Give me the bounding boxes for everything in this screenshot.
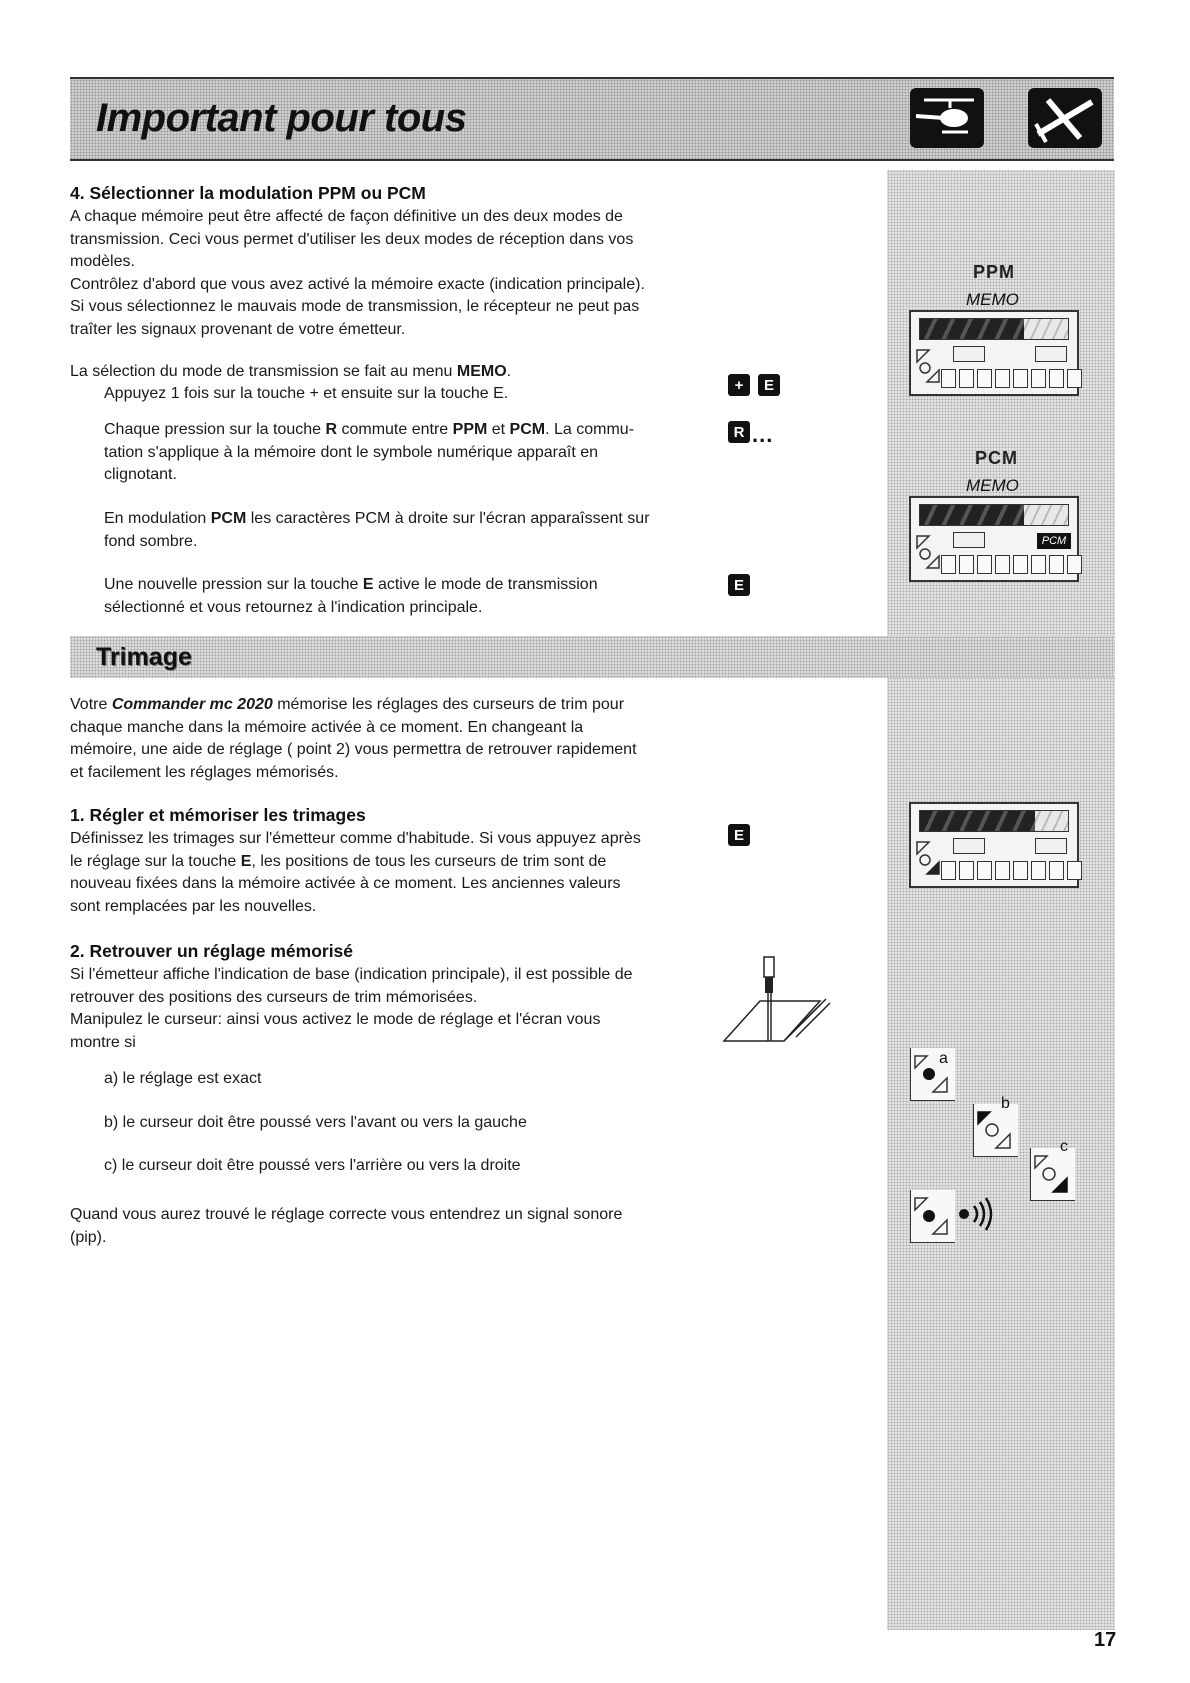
indicator-c-icon	[1030, 1148, 1075, 1201]
step-press-keys: Appuyez 1 fois sur la touche + et ensuite sur la touche E.	[104, 385, 509, 402]
e-key-icon: E	[758, 374, 780, 396]
sub2-body: Si l'émetteur affiche l'indication de base (indication principale), il est possible de retrouver des positions des curseurs de trim mémorisées. Manipulez le curseur: ainsi vous activez le mode de réglage et l'écran vous montre si	[70, 966, 633, 1051]
pcm-lcd-display	[909, 496, 1079, 582]
page-title: Important pour tous	[96, 96, 467, 140]
indicator-a-label: a	[939, 1050, 948, 1067]
trim-lcd-display	[909, 802, 1079, 888]
indicator-a-icon	[910, 1048, 955, 1101]
intro-line: transmission. Ceci vous permet d'utiliser les deux modes de réception dans vos	[70, 230, 634, 248]
page-number: 17	[1094, 1629, 1117, 1651]
trimage-intro: Votre Commander mc 2020 mémorise les réglages des curseurs de trim pour chaque manche dans la mémoire activée à ce moment. En changeant la mémoire, une aide de réglage ( point 2) vous permettra de retrouver rapidement et facilement les réglages mémorisés.	[70, 696, 637, 781]
indicator-b-icon	[973, 1104, 1018, 1157]
sub1-heading: 1. Régler et mémoriser les trimages	[70, 805, 366, 825]
trim-slider-icon	[722, 955, 842, 1045]
step-pcm-display: En modulation PCM les caractères PCM à droite sur l'écran apparaîssent sur fond sombre.	[104, 510, 650, 550]
indicator-exact-icon	[910, 1190, 955, 1243]
indicator-b-label: b	[1001, 1095, 1010, 1112]
ppm-memo-label: MEMO	[966, 290, 1019, 309]
repeat-dots: ...	[752, 422, 774, 447]
lcd-digit-cells	[941, 555, 1082, 574]
trim-indicator-icon	[915, 840, 941, 876]
option-a: a) le réglage est exact	[104, 1070, 262, 1087]
helicopter-icon	[910, 88, 984, 148]
pcm-badge: PCM	[1037, 533, 1071, 549]
intro-line: modèles.	[70, 253, 135, 270]
e-key-icon: E	[728, 824, 750, 846]
memo-menu-name: MEMO	[456, 363, 507, 380]
closing-text: Quand vous aurez trouvé le réglage correcte vous entendrez un signal sonore (pip).	[70, 1206, 623, 1246]
plus-key-icon: +	[728, 374, 750, 396]
ppm-label: PPM	[973, 262, 1016, 282]
lcd-digit-cells	[941, 369, 1082, 388]
airplane-icon	[1028, 88, 1102, 148]
lcd-box	[953, 838, 985, 854]
e-key-icon: E	[728, 574, 750, 596]
menu-sentence: La sélection du mode de transmission se fait au menu MEMO.	[70, 363, 512, 380]
step-confirm: Une nouvelle pression sur la touche E active le mode de transmission sélectionné et vous retournez à l'indication principale.	[104, 576, 598, 616]
pcm-label: PCM	[975, 448, 1018, 468]
option-b: b) le curseur doit être poussé vers l'avant ou vers la gauche	[104, 1114, 527, 1131]
memory-bar	[919, 318, 1069, 340]
indicator-c-label: c	[1060, 1138, 1068, 1155]
pcm-memo-label: MEMO	[966, 476, 1019, 495]
lcd-box	[1035, 346, 1067, 362]
sub1-body: Définissez les trimages sur l'émetteur comme d'habitude. Si vous appuyez après le réglage sur la touche E, les positions de tous les curseurs de trim sont de nouveau fixées dans la mémoire activée à ce moment. Les anciennes valeurs sont remplacées par les nouvelles.	[70, 830, 641, 915]
section4-intro	[70, 206, 692, 341]
intro-line: Contrôlez d'abord que vous avez activé la mémoire exacte (indication principale).	[70, 275, 645, 293]
lcd-box	[953, 346, 985, 362]
lcd-box	[953, 532, 985, 548]
step-toggle-ppm-pcm: Chaque pression sur la touche R commute entre PPM et PCM. La commu- tation s'applique à la mémoire dont le symbole numérique apparaît en clignotant.	[104, 421, 635, 483]
trimage-band	[70, 636, 1115, 678]
intro-line: traîter les signaux provenant de votre émetteur.	[70, 320, 406, 338]
r-key-icon: R	[728, 421, 750, 443]
memory-bar	[919, 504, 1069, 526]
intro-line: A chaque mémoire peut être affecté de façon définitive un des deux modes de	[70, 208, 623, 225]
sound-signal-icon	[956, 1194, 996, 1234]
section4-heading: 4. Sélectionner la modulation PPM ou PCM	[70, 183, 426, 203]
lcd-digit-cells	[941, 861, 1082, 880]
trim-indicator-icon	[915, 534, 941, 570]
intro-line: Si vous sélectionnez le mauvais mode de transmission, le récepteur ne peut pas	[70, 298, 640, 315]
ppm-lcd-display	[909, 310, 1079, 396]
trim-indicator-icon	[915, 348, 941, 384]
option-c: c) le curseur doit être poussé vers l'arrière ou vers la droite	[104, 1157, 521, 1174]
memory-bar	[919, 810, 1069, 832]
sub2-heading: 2. Retrouver un réglage mémorisé	[70, 941, 354, 961]
lcd-box	[1035, 838, 1067, 854]
trimage-title: Trimage	[96, 643, 192, 671]
brand-name: Commander mc 2020	[111, 696, 273, 713]
